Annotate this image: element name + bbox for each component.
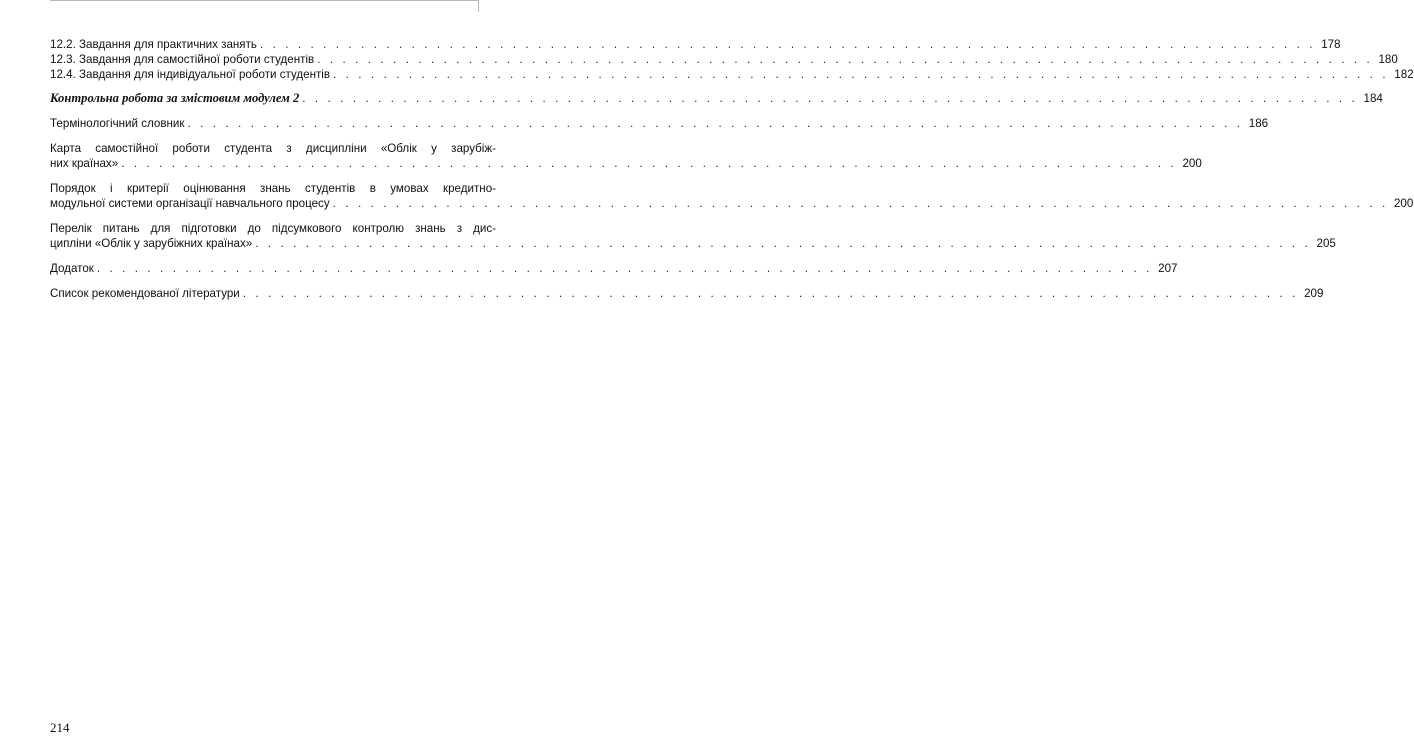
page-frame-top-border xyxy=(50,0,478,1)
toc-entry-assessment-criteria[interactable] xyxy=(50,181,1414,211)
toc-entry-title-line: Порядок і критерії оцінювання знань студентів в умовах кредитно- xyxy=(50,182,496,195)
toc-leader-dots: . . . . . . . . . . . . . . . . . . . . . . . . . . . . . . . . . . . . . . . . . . . . . . . . . . . . . . . . . . . . . . . . . . . . . . . . . . . . . . . . . . . . xyxy=(259,38,1316,51)
toc-entry-title-line: модульної системи організації навчального процесу xyxy=(50,197,330,210)
toc-leader-dots: . . . . . . . . . . . . . . . . . . . . . . . . . . . . . . . . . . . . . . . . . . . . . . . . . . . . . . . . . . . . . . . . . . . . . . . . . . . . . . . . . . . . xyxy=(332,197,1389,210)
toc-entry-12-2[interactable] xyxy=(50,37,1341,52)
toc-entry-student-work-card[interactable] xyxy=(50,141,1202,171)
toc-entry-appendix[interactable] xyxy=(50,261,1178,276)
toc-leader-dots: . . . . . . . . . . . . . . . . . . . . . . . . . . . . . . . . . . . . . . . . . . . . . . . . . . . . . . . . . . . . . . . . . . . . . . . . . . . . . . . . . . . . xyxy=(121,157,1177,170)
toc-entry-12-3[interactable] xyxy=(50,52,1398,67)
page-frame-right-border xyxy=(478,0,479,12)
toc-entry-exam-questions[interactable] xyxy=(50,221,1336,251)
toc-page-number: 207 xyxy=(1158,262,1178,275)
toc-leader-dots: . . . . . . . . . . . . . . . . . . . . . . . . . . . . . . . . . . . . . . . . . . . . . . . . . . . . . . . . . . . . . . . . . . . . . . . . . . . . . . . . . . . . xyxy=(317,53,1373,66)
toc-page-number: 186 xyxy=(1248,117,1269,130)
toc-entry-title: Додаток xyxy=(50,262,94,275)
toc-page-number: 178 xyxy=(1321,38,1341,51)
toc-entry-title: Контрольна робота за змістовим модулем 2 xyxy=(50,91,300,105)
toc-page-number: 180 xyxy=(1378,53,1398,66)
toc-entry-tail xyxy=(50,236,1336,251)
toc-page-number: 200 xyxy=(1182,157,1202,170)
toc-entry-title: Термінологічний словник xyxy=(50,117,185,130)
toc-entry-glossary[interactable] xyxy=(50,116,1269,131)
toc-leader-dots: . . . . . . . . . . . . . . . . . . . . . . . . . . . . . . . . . . . . . . . . . . . . . . . . . . . . . . . . . . . . . . . . . . . . . . . . . . . . . . . . . . . . xyxy=(302,92,1358,105)
toc-leader-dots: . . . . . . . . . . . . . . . . . . . . . . . . . . . . . . . . . . . . . . . . . . . . . . . . . . . . . . . . . . . . . . . . . . . . . . . . . . . . . . . . . . . . xyxy=(333,68,1389,81)
toc-page-number: 184 xyxy=(1363,92,1383,105)
toc-entry-title-line: Карта самостійної роботи студента з дисципліни «Облік у зарубіж- xyxy=(50,142,496,155)
toc-entry-title-line: Перелік питань для підготовки до підсумкового контролю знань з дис- xyxy=(50,222,496,235)
toc-entry-references[interactable] xyxy=(50,286,1324,301)
toc-entry-tail xyxy=(50,196,1414,211)
toc-leader-dots: . . . . . . . . . . . . . . . . . . . . . . . . . . . . . . . . . . . . . . . . . . . . . . . . . . . . . . . . . . . . . . . . . . . . . . . . . . . . . . . . . . . . xyxy=(96,262,1153,275)
toc-entry-control-work[interactable] xyxy=(50,91,1383,106)
toc-entry-tail xyxy=(50,156,1202,171)
toc-page-number: 182 xyxy=(1394,68,1414,81)
toc-leader-dots: . . . . . . . . . . . . . . . . . . . . . . . . . . . . . . . . . . . . . . . . . . . . . . . . . . . . . . . . . . . . . . . . . . . . . . . . . . . . . . . . . . . . xyxy=(255,237,1311,250)
page-number: 214 xyxy=(50,720,70,735)
toc-page-number: 200 xyxy=(1393,197,1414,210)
toc-entry-title-line: ципліни «Облік у зарубіжних країнах» xyxy=(50,237,253,250)
toc-page-number: 209 xyxy=(1304,287,1324,300)
toc-entry-12-4[interactable] xyxy=(50,67,1414,82)
table-of-contents xyxy=(50,37,1414,301)
toc-leader-dots: . . . . . . . . . . . . . . . . . . . . . . . . . . . . . . . . . . . . . . . . . . . . . . . . . . . . . . . . . . . . . . . . . . . . . . . . . . . . . . . . . . . . xyxy=(242,287,1299,300)
toc-entry-title: Список рекомендованої літератури xyxy=(50,287,240,300)
toc-entry-title: 12.4. Завдання для індивідуальної роботи студентів xyxy=(50,68,331,81)
toc-entry-title-line: них країнах» xyxy=(50,157,119,170)
toc-entry-title: 12.3. Завдання для самостійної роботи студентів xyxy=(50,53,315,66)
toc-leader-dots: . . . . . . . . . . . . . . . . . . . . . . . . . . . . . . . . . . . . . . . . . . . . . . . . . . . . . . . . . . . . . . . . . . . . . . . . . . . . . . . . . . . . xyxy=(187,117,1244,130)
toc-entry-title: 12.2. Завдання для практичних занять xyxy=(50,38,257,51)
toc-page-number: 205 xyxy=(1316,237,1336,250)
